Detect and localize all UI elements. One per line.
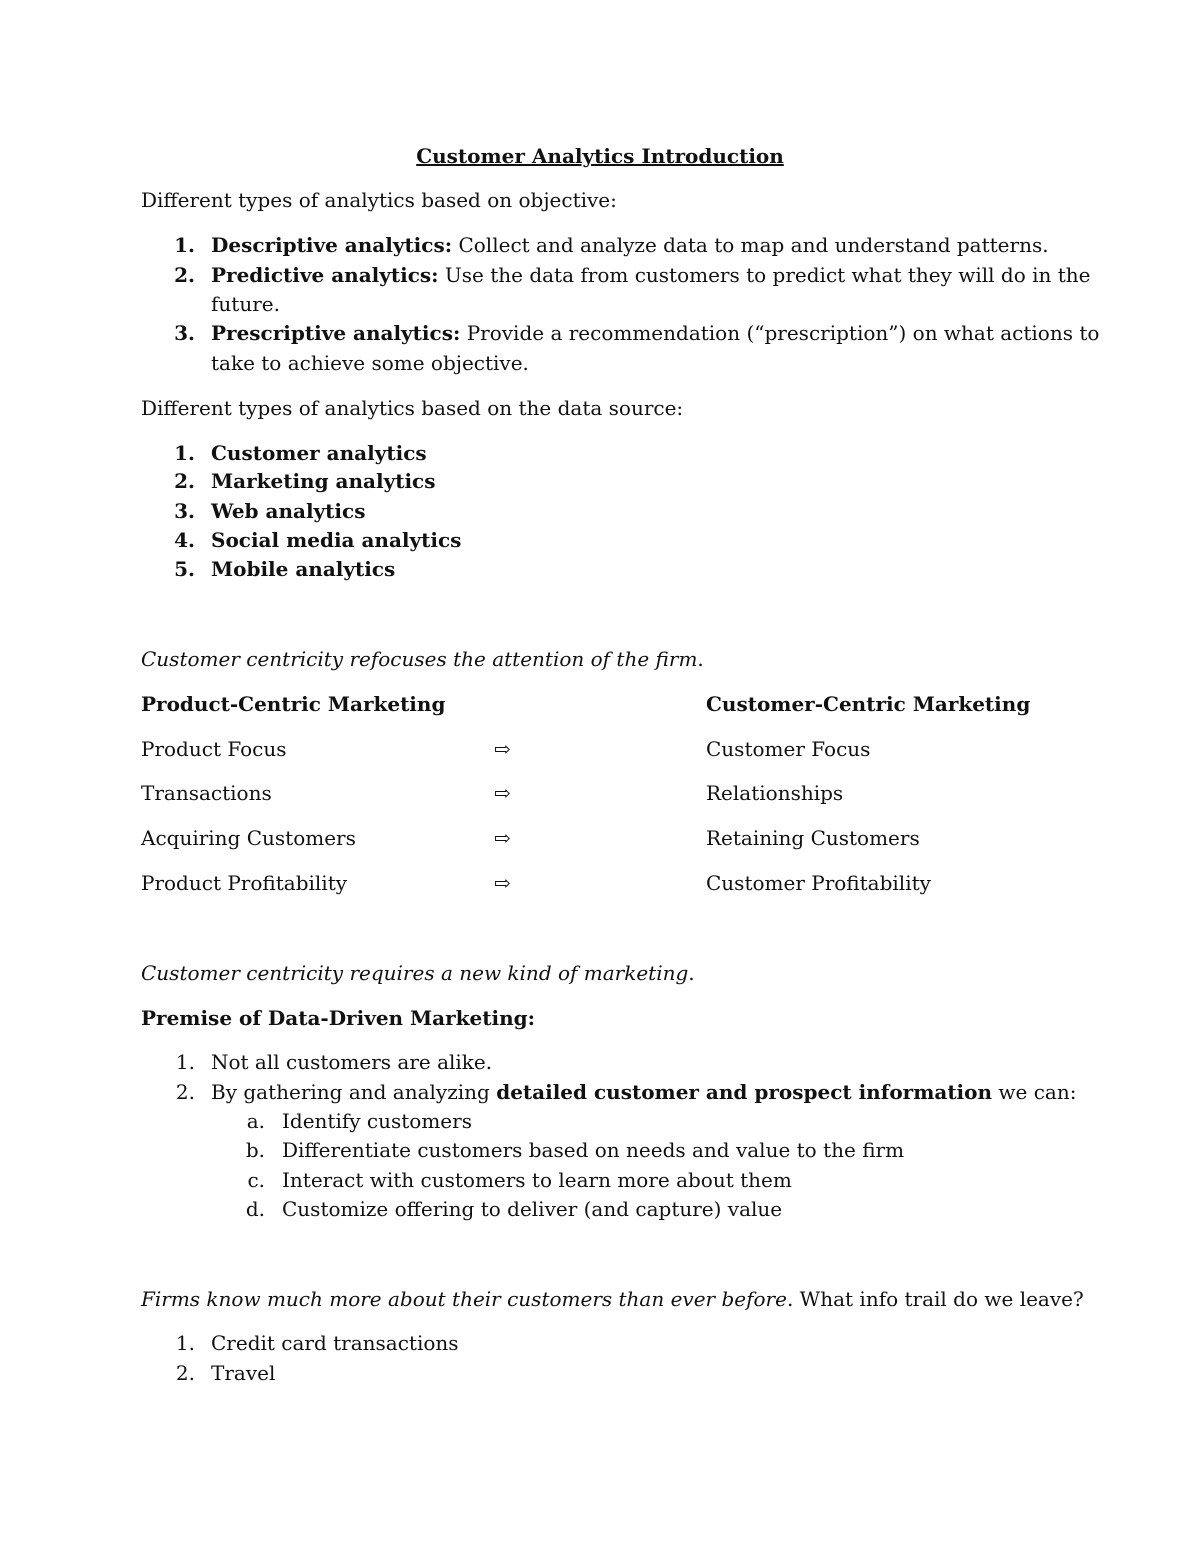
comparison-left: Transactions xyxy=(141,781,272,805)
list-item-term: Descriptive analytics: xyxy=(211,233,453,257)
statement-period: . xyxy=(697,647,704,671)
objective-intro: Different types of analytics based on objective: xyxy=(141,188,617,212)
premise-heading: Premise of Data-Driven Marketing: xyxy=(141,1006,536,1030)
list-number: 3. xyxy=(174,499,195,523)
list-number: 2. xyxy=(175,1080,195,1104)
comparison-left: Acquiring Customers xyxy=(141,826,356,850)
list-item xyxy=(211,233,1049,257)
sublist-item: Interact with customers to learn more about them xyxy=(282,1168,792,1192)
list-item xyxy=(211,321,1099,345)
comparison-left: Product Focus xyxy=(141,737,287,761)
sublist-letter: d. xyxy=(245,1197,265,1221)
list-number: 1. xyxy=(175,1331,195,1355)
list-number: 1. xyxy=(175,1050,195,1074)
data-source-intro: Different types of analytics based on the data source: xyxy=(141,396,684,420)
sublist-item: Identify customers xyxy=(282,1109,472,1133)
list-number: 2. xyxy=(174,263,195,287)
statement-text: Customer centricity requires a new kind of marketing xyxy=(141,961,689,985)
comparison-right: Customer Profitability xyxy=(706,871,931,895)
statement-text: Customer centricity refocuses the attention of the firm xyxy=(141,647,698,671)
list-item-continuation: future. xyxy=(211,292,280,316)
list-item: Marketing analytics xyxy=(211,469,436,493)
list-item-text: we can: xyxy=(992,1080,1077,1104)
list-item-text: Collect and analyze data to map and understand patterns. xyxy=(452,233,1049,257)
list-item: Not all customers are alike. xyxy=(211,1050,493,1074)
list-item: Mobile analytics xyxy=(211,557,396,581)
list-number: 1. xyxy=(174,233,195,257)
list-number: 3. xyxy=(174,321,195,345)
statement-period: . xyxy=(688,961,695,985)
comparison-right: Relationships xyxy=(706,781,844,805)
list-item-continuation: take to achieve some objective. xyxy=(211,351,529,375)
statement-text: Firms know much more about their customers than ever before xyxy=(141,1287,787,1311)
sublist-item: Customize offering to deliver (and capture) value xyxy=(282,1197,783,1221)
list-number: 4. xyxy=(174,528,195,552)
list-item-emphasis: detailed customer and prospect information xyxy=(496,1080,993,1104)
list-item: Social media analytics xyxy=(211,528,462,552)
comparison-left: Product Profitability xyxy=(141,871,348,895)
list-item: Travel xyxy=(211,1361,276,1385)
list-item xyxy=(211,263,1091,287)
list-number: 5. xyxy=(174,557,195,581)
statement-question: What info trail do we leave? xyxy=(793,1287,1084,1311)
list-number: 2. xyxy=(175,1361,195,1385)
sublist-item: Differentiate customers based on needs and value to the firm xyxy=(282,1138,905,1162)
list-item: Credit card transactions xyxy=(211,1331,459,1355)
list-item: Web analytics xyxy=(211,499,366,523)
list-item xyxy=(211,1080,1076,1104)
centricity-statement xyxy=(141,647,704,671)
right-arrow-icon: ⇨ xyxy=(494,826,511,850)
customer-centric-header: Customer-Centric Marketing xyxy=(706,692,1031,716)
right-arrow-icon: ⇨ xyxy=(494,781,511,805)
product-centric-header: Product-Centric Marketing xyxy=(141,692,446,716)
premise-statement xyxy=(141,961,695,985)
right-arrow-icon: ⇨ xyxy=(494,871,511,895)
comparison-right: Retaining Customers xyxy=(706,826,920,850)
list-item: Customer analytics xyxy=(211,441,427,465)
sublist-letter: b. xyxy=(245,1138,265,1162)
list-item-text: Use the data from customers to predict what they will do in the xyxy=(438,263,1091,287)
list-item-term: Prescriptive analytics: xyxy=(211,321,461,345)
document-title: Customer Analytics Introduction xyxy=(416,144,784,168)
comparison-right: Customer Focus xyxy=(706,737,871,761)
list-item-text: Provide a recommendation (“prescription”) on what actions to xyxy=(460,321,1100,345)
list-number: 2. xyxy=(174,469,195,493)
statement-period: . xyxy=(786,1287,794,1311)
list-item-term: Predictive analytics: xyxy=(211,263,439,287)
info-trail-statement xyxy=(141,1287,1084,1311)
list-number: 1. xyxy=(174,441,195,465)
sublist-letter: c. xyxy=(247,1168,265,1192)
right-arrow-icon: ⇨ xyxy=(494,737,511,761)
list-item-text: By gathering and analyzing xyxy=(211,1080,497,1104)
sublist-letter: a. xyxy=(246,1109,265,1133)
